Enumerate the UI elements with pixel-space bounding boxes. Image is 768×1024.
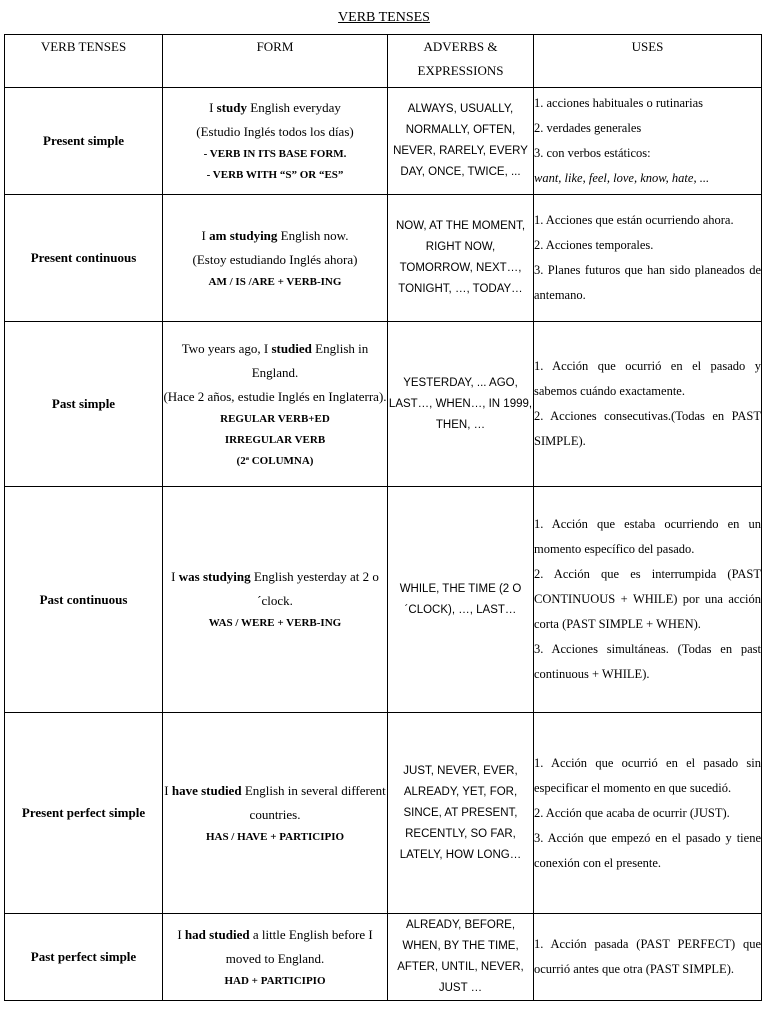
form-cell	[163, 88, 388, 195]
form-rule: - VERB WITH “S” OR “ES”	[206, 169, 344, 181]
header-row	[5, 35, 762, 88]
use-item: 3. con verbos estáticos:	[534, 146, 651, 160]
form-example	[163, 923, 387, 971]
form-translation: (Hace 2 años, estudie Inglés en Inglaterra).	[163, 388, 387, 404]
use-item: 1. Acciones que están ocurriendo ahora.	[534, 213, 734, 227]
form-rule: AM / IS /ARE + VERB-ING	[208, 275, 342, 288]
adverbs-cell: NOW, AT THE MOMENT, RIGHT NOW, TOMORROW, NEXT…, TONIGHT, …, TODAY…	[388, 195, 534, 322]
use-item: 1. Acción pasada (PAST PERFECT) que ocurrió antes que otra (PAST SIMPLE).	[534, 937, 761, 976]
form-rule: REGULAR VERB+ED	[220, 412, 330, 425]
use-item: 3. Planes futuros que han sido planeados de antemano.	[534, 263, 761, 302]
form-translation: (Estudio Inglés todos los días)	[196, 124, 354, 139]
use-item: 2. Acciones temporales.	[534, 238, 654, 252]
example-verb: have studied	[171, 782, 242, 798]
example-post: English now.	[277, 227, 349, 243]
form-cell	[163, 914, 388, 1001]
example-post: English yesterday at 2 o´clock.	[250, 569, 379, 608]
form-translation: (Estoy estudiando Inglés ahora)	[192, 251, 358, 267]
example-pre: I	[201, 227, 210, 243]
adverbs-cell: ALWAYS, USUALLY, NORMALLY, OFTEN, NEVER, RARELY, EVERY DAY, ONCE, TWICE, ...	[388, 88, 534, 195]
form-cell	[163, 322, 388, 487]
table-row	[5, 487, 762, 713]
example-post: a little English before I moved to England.	[225, 926, 373, 966]
uses-cell	[534, 914, 762, 1001]
uses-cell	[534, 322, 762, 487]
verb-tenses-table	[4, 34, 762, 1001]
form-cell	[163, 487, 388, 713]
uses-cell	[534, 487, 762, 713]
example-pre: I	[164, 782, 172, 798]
form-rule: IRREGULAR VERB	[224, 433, 326, 446]
example-verb: was studying	[178, 569, 251, 584]
form-rule: HAS / HAVE + PARTICIPIO	[205, 830, 345, 843]
tense-name: Past continuous	[5, 487, 163, 713]
example-pre: Two years ago, I	[181, 340, 272, 356]
header-form: FORM	[163, 35, 388, 88]
example-pre: I	[177, 926, 185, 942]
use-item: 3. Acciones simultáneas. (Todas en past continuous + WHILE).	[534, 642, 761, 681]
form-example	[163, 565, 387, 613]
example-verb: study	[216, 100, 248, 115]
form-rule: WAS / WERE + VERB-ING	[208, 617, 342, 629]
table-row	[5, 914, 762, 1001]
use-item: 1. Acción que ocurrió en el pasado sin especificar el momento en que sucedió.	[534, 755, 761, 795]
use-item: 1. acciones habituales o rutinarias	[534, 96, 704, 110]
use-item: 1. Acción que estaba ocurriendo en un momento específico del pasado.	[534, 517, 761, 556]
form-rule: HAD + PARTICIPIO	[224, 974, 326, 987]
adverbs-cell: YESTERDAY, ... AGO, LAST…, WHEN…, IN 1999, THEN, …	[388, 322, 534, 487]
form-example	[163, 224, 387, 248]
use-item: 2. Acciones consecutivas.(Todas en PAST SIMPLE).	[534, 409, 761, 448]
table-row	[5, 322, 762, 487]
use-verbs-list: want, like, feel, love, know, hate, ...	[534, 171, 710, 185]
form-example	[163, 96, 387, 120]
example-post: English in several different countries.	[241, 782, 386, 822]
example-pre: I	[171, 569, 179, 584]
table-row	[5, 713, 762, 914]
adverbs-cell: ALREADY, BEFORE, WHEN, BY THE TIME, AFTER, UNTIL, NEVER, JUST …	[388, 914, 534, 1001]
header-uses: USES	[534, 35, 762, 88]
example-post: English everyday	[247, 100, 341, 115]
form-example	[163, 337, 387, 385]
header-verb-tenses: VERB TENSES	[5, 35, 163, 88]
use-item: 2. Acción que acaba de ocurrir (JUST).	[534, 805, 730, 820]
uses-cell	[534, 713, 762, 914]
use-item: 1. Acción que ocurrió en el pasado y sabemos cuándo exactamente.	[534, 359, 761, 398]
tense-name: Present continuous	[5, 195, 163, 322]
use-item: 2. Acción que es interrumpida (PAST CONTINUOUS + WHILE) por una acción corta (PAST SIMPLE + WHEN).	[534, 567, 761, 631]
example-pre: I	[209, 100, 217, 115]
header-adverbs: ADVERBS & EXPRESSIONS	[388, 35, 534, 88]
example-verb: am studying	[209, 227, 278, 243]
form-cell	[163, 713, 388, 914]
use-item: 3. Acción que empezó en el pasado y tiene conexión con el presente.	[534, 830, 761, 870]
adverbs-cell: WHILE, THE TIME (2 O´CLOCK), …, LAST…	[388, 487, 534, 713]
example-post: English in England.	[251, 340, 369, 380]
example-verb: had studied	[184, 926, 250, 942]
adverbs-cell: JUST, NEVER, EVER, ALREADY, YET, FOR, SINCE, AT PRESENT, RECENTLY, SO FAR, LATELY, HOW LONG…	[388, 713, 534, 914]
form-example	[163, 779, 387, 827]
uses-cell	[534, 88, 762, 195]
tense-name: Present simple	[5, 88, 163, 195]
form-cell	[163, 195, 388, 322]
tense-name: Past perfect simple	[5, 914, 163, 1001]
form-rule: (2ª COLUMNA)	[236, 454, 314, 467]
table-row	[5, 195, 762, 322]
page-title: VERB TENSES	[338, 10, 430, 25]
tense-name: Present perfect simple	[5, 713, 163, 914]
form-rule: - VERB IN ITS BASE FORM.	[203, 148, 347, 160]
example-verb: studied	[271, 340, 312, 356]
tense-name: Past simple	[5, 322, 163, 487]
table-row	[5, 88, 762, 195]
use-item: 2. verdades generales	[534, 121, 642, 135]
uses-cell	[534, 195, 762, 322]
